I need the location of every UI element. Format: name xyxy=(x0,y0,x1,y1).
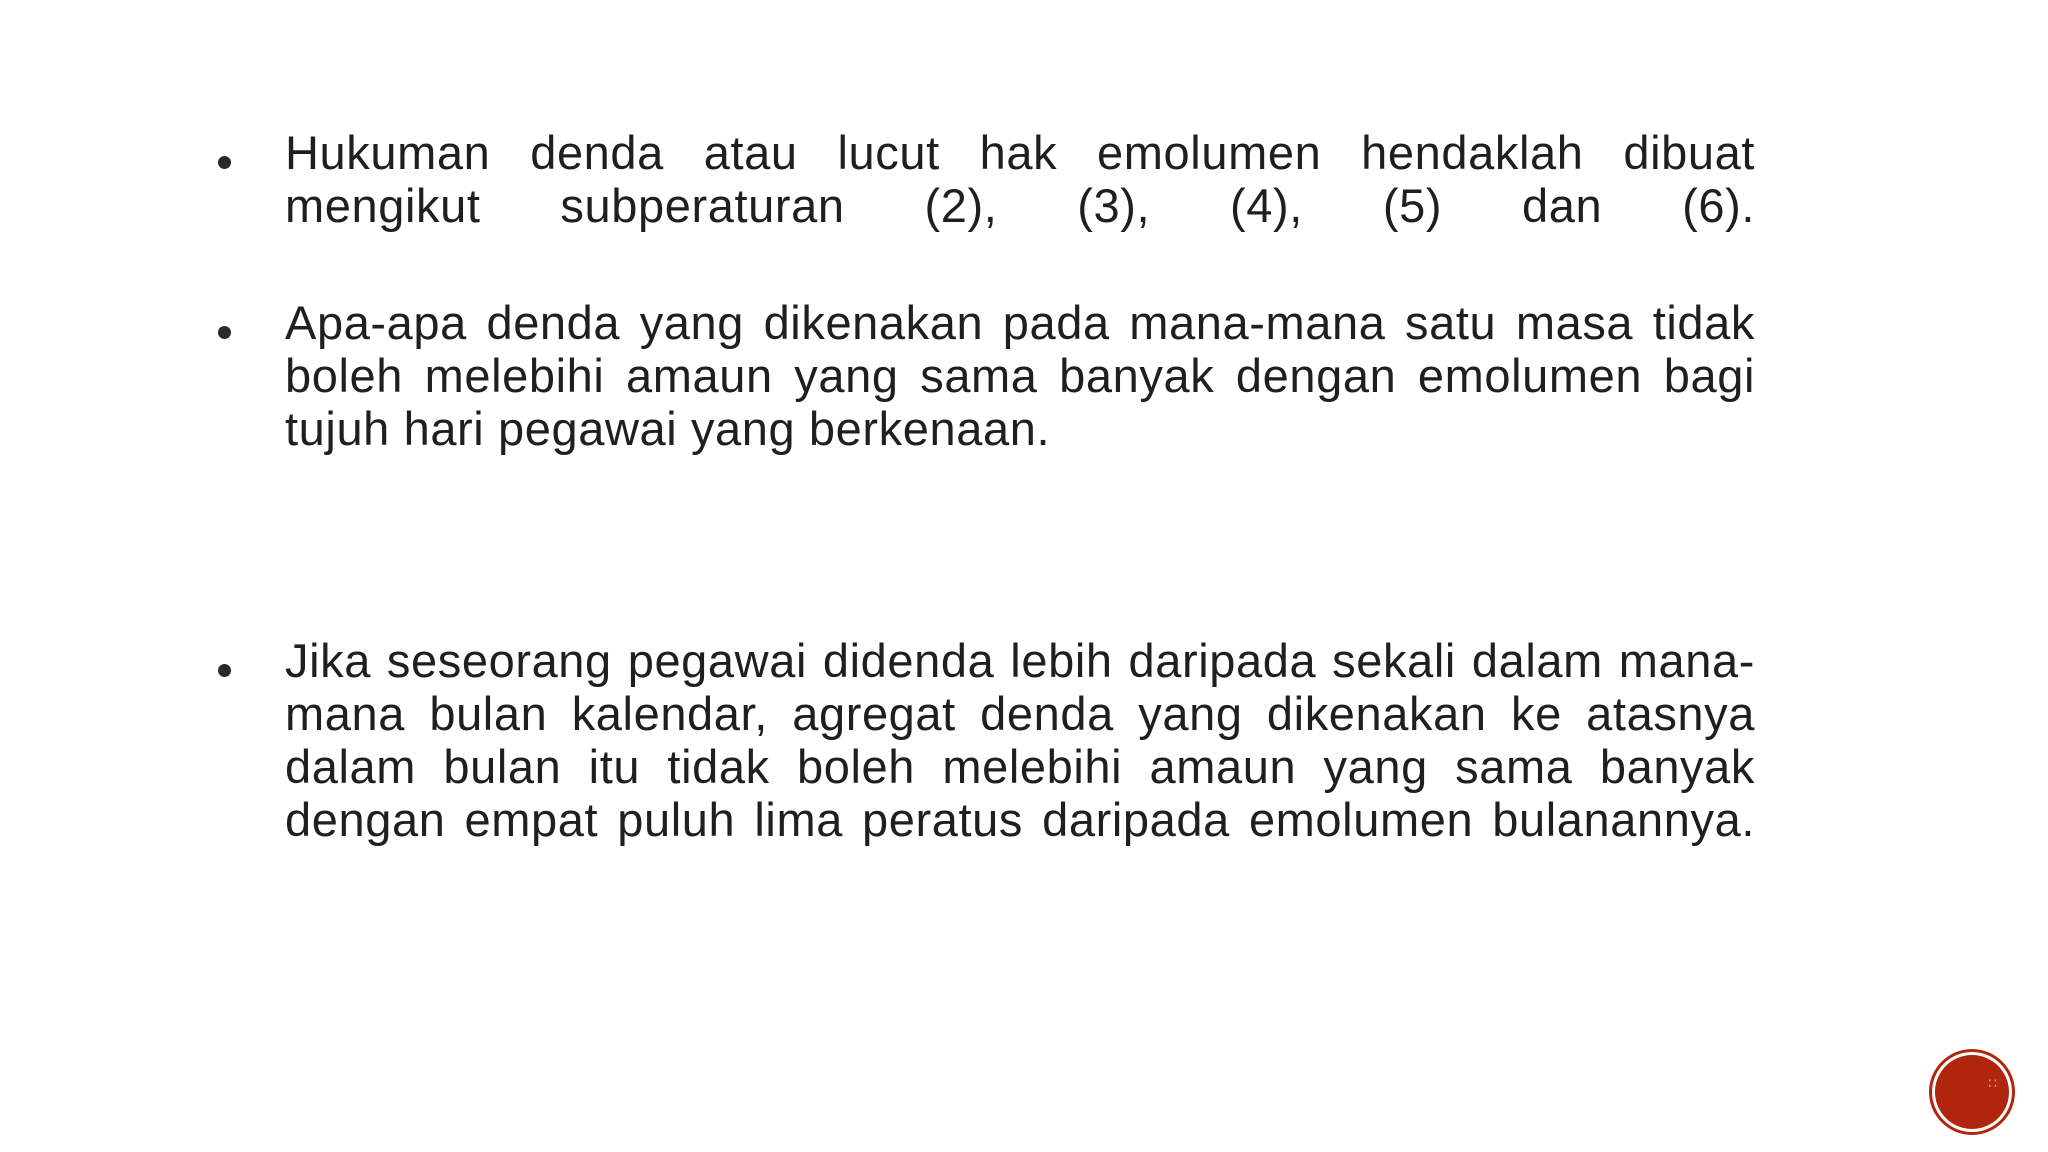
next-slide-button[interactable] xyxy=(1935,1055,2009,1129)
next-slide-icon: ∷ xyxy=(1988,1076,1997,1092)
bullet-dot-icon xyxy=(218,326,231,339)
bullet-text: Jika seseorang pegawai didenda lebih daripada sekali dalam mana-mana bulan kalendar, agregat denda yang dikenakan ke atasnya dalam bulan itu tidak boleh melebihi amaun yang sama banyak dengan empat puluh lima peratus daripada emolumen bulanannya. xyxy=(285,634,1755,846)
bullet-text: Apa-apa denda yang dikenakan pada mana-mana satu masa tidak boleh melebihi amaun yang sama banyak dengan emolumen bagi tujuh hari pegawai yang berkenaan. xyxy=(285,296,1755,455)
bullet-text: Hukuman denda atau lucut hak emolumen hendaklah dibuat mengikut subperaturan (2), (3), (4), (5) dan (6). xyxy=(285,126,1755,232)
bullet-dot-icon xyxy=(218,664,231,677)
bullet-dot-icon xyxy=(218,156,231,169)
